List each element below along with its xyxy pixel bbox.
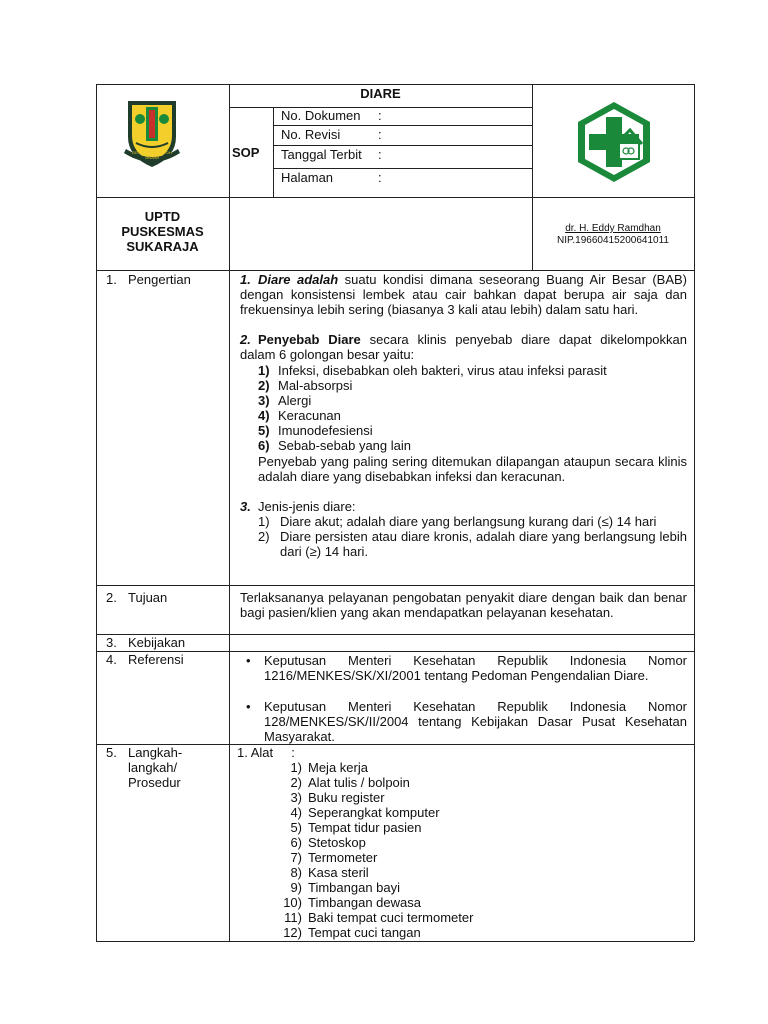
- signer-nip: NIP.19660415200641011: [557, 235, 669, 246]
- tujuan-text: Terlaksananya pelayanan pengobatan penyakit diare dengan baik dan benar bagi pasien/klien yang akan mendapatkan pelayanan kesehatan.: [240, 590, 687, 620]
- document-title: DIARE: [360, 86, 401, 101]
- type-list: [258, 514, 687, 559]
- field-halaman: Halaman :: [281, 170, 382, 185]
- list-item: 7) Termometer: [290, 850, 378, 865]
- list-item: 2) Diare persisten atau diare kronis, adalah diare yang berlangsung lebih dari (≥) 14 hari.: [258, 529, 687, 559]
- list-item: 1) Meja kerja: [290, 760, 368, 775]
- grid-line: [273, 107, 274, 197]
- grid-line: [96, 941, 694, 942]
- grid-line: [96, 744, 694, 745]
- list-item: 12) Tempat cuci tangan: [283, 925, 421, 940]
- section-label-prosedur: 5. Langkah- langkah/ Prosedur: [106, 745, 183, 790]
- grid-line: [694, 84, 695, 941]
- section-label-kebijakan: 3. Kebijakan: [106, 635, 186, 650]
- list-item: 6) Sebab-sebab yang lain: [258, 438, 411, 453]
- list-item: 3) Alergi: [258, 393, 312, 408]
- section-label-tujuan: 2. Tujuan: [106, 590, 168, 605]
- list-item: 11) Baki tempat cuci termometer: [284, 910, 474, 925]
- reference-item: • Keputusan Menteri Kesehatan Republik Indonesia Nomor 1216/MENKES/SK/XI/2001 tentang Pedoman Pengendalian Diare.: [246, 653, 687, 683]
- puskesmas-logo: [572, 100, 656, 184]
- grid-line: [273, 125, 532, 126]
- bullet-icon: •: [246, 653, 251, 668]
- list-item: 4) Keracunan: [258, 408, 341, 423]
- cause-list: [258, 363, 688, 453]
- section-label-pengertian: 1. Pengertian: [106, 272, 191, 287]
- list-item: 6) Stetoskop: [290, 835, 366, 850]
- health-cross-icon: [572, 100, 656, 184]
- grid-line: [229, 84, 230, 941]
- reference-item: • Keputusan Menteri Kesehatan Republik Indonesia Nomor 128/MENKES/SK/II/2004 tentang Kebijakan Dasar Pusat Kesehatan Masyarakat.: [246, 699, 687, 744]
- signer-block: [532, 223, 694, 247]
- crest-motto: GEMAH RIPAH LOH JINAWI: [131, 150, 173, 160]
- list-item: 4) Seperangkat komputer: [290, 805, 440, 820]
- field-tanggal-terbit: Tanggal Terbit :: [281, 147, 382, 162]
- list-item: 5) Tempat tidur pasien: [290, 820, 422, 835]
- list-item: 1) Infeksi, disebabkan oleh bakteri, virus atau infeksi parasit: [258, 363, 607, 378]
- list-item: 8) Kasa steril: [290, 865, 369, 880]
- cause-note: Penyebab yang paling sering ditemukan dilapangan ataupun secara klinis adalah diare yang disebabkan infeksi dan keracunan.: [258, 454, 687, 484]
- section-label-referensi: 4. Referensi: [106, 652, 184, 667]
- bullet-icon: •: [246, 699, 251, 714]
- list-item: 9) Timbangan bayi: [290, 880, 401, 895]
- sop-label: SOP: [232, 145, 260, 160]
- list-item: 1) Diare akut; adalah diare yang berlangsung kurang dari (≤) 14 hari: [258, 514, 657, 529]
- list-item: 2) Mal-absorpsi: [258, 378, 353, 393]
- grid-line: [96, 634, 694, 635]
- alat-heading: 1. Alat :: [237, 745, 295, 760]
- term-diare-adalah: Diare adalah: [258, 272, 339, 287]
- definition-item-3: 3. Jenis-jenis diare:: [240, 499, 356, 514]
- list-item: 2) Alat tulis / bolpoin: [290, 775, 410, 790]
- org-name: UPTD PUSKESMAS SUKARAJA: [121, 209, 204, 254]
- list-item: 3) Buku register: [290, 790, 385, 805]
- grid-line: [96, 651, 694, 652]
- definition-item-2: 2. Penyebab Diare secara klinis penyebab diare dapat dikelompokkan dalam 6 golongan besar yaitu:: [240, 332, 687, 362]
- list-item: 10) Timbangan dewasa: [283, 895, 421, 910]
- field-no-dokumen: No. Dokumen :: [281, 108, 382, 123]
- definition-item-1: 1. Diare adalah suatu kondisi dimana seseorang Buang Air Besar (BAB) dengan konsistensi lembek atau cair bahkan dapat berupa air saja dan frekuensinya lebih sering (biasanya 3 kali atau lebih) dalam satu hari.: [240, 272, 687, 317]
- grid-line: [273, 145, 532, 146]
- grid-line: [273, 168, 532, 169]
- grid-line: [96, 84, 694, 85]
- list-item: 5) Imunodefesiensi: [258, 423, 373, 438]
- grid-line: [96, 585, 694, 586]
- grid-line: [96, 197, 694, 198]
- field-no-revisi: No. Revisi :: [281, 127, 382, 142]
- regency-crest-logo: [122, 97, 182, 171]
- signer-name: dr. H. Eddy Ramdhan: [565, 223, 661, 234]
- grid-line: [96, 270, 694, 271]
- term-penyebab-diare: Penyebab Diare: [258, 332, 361, 347]
